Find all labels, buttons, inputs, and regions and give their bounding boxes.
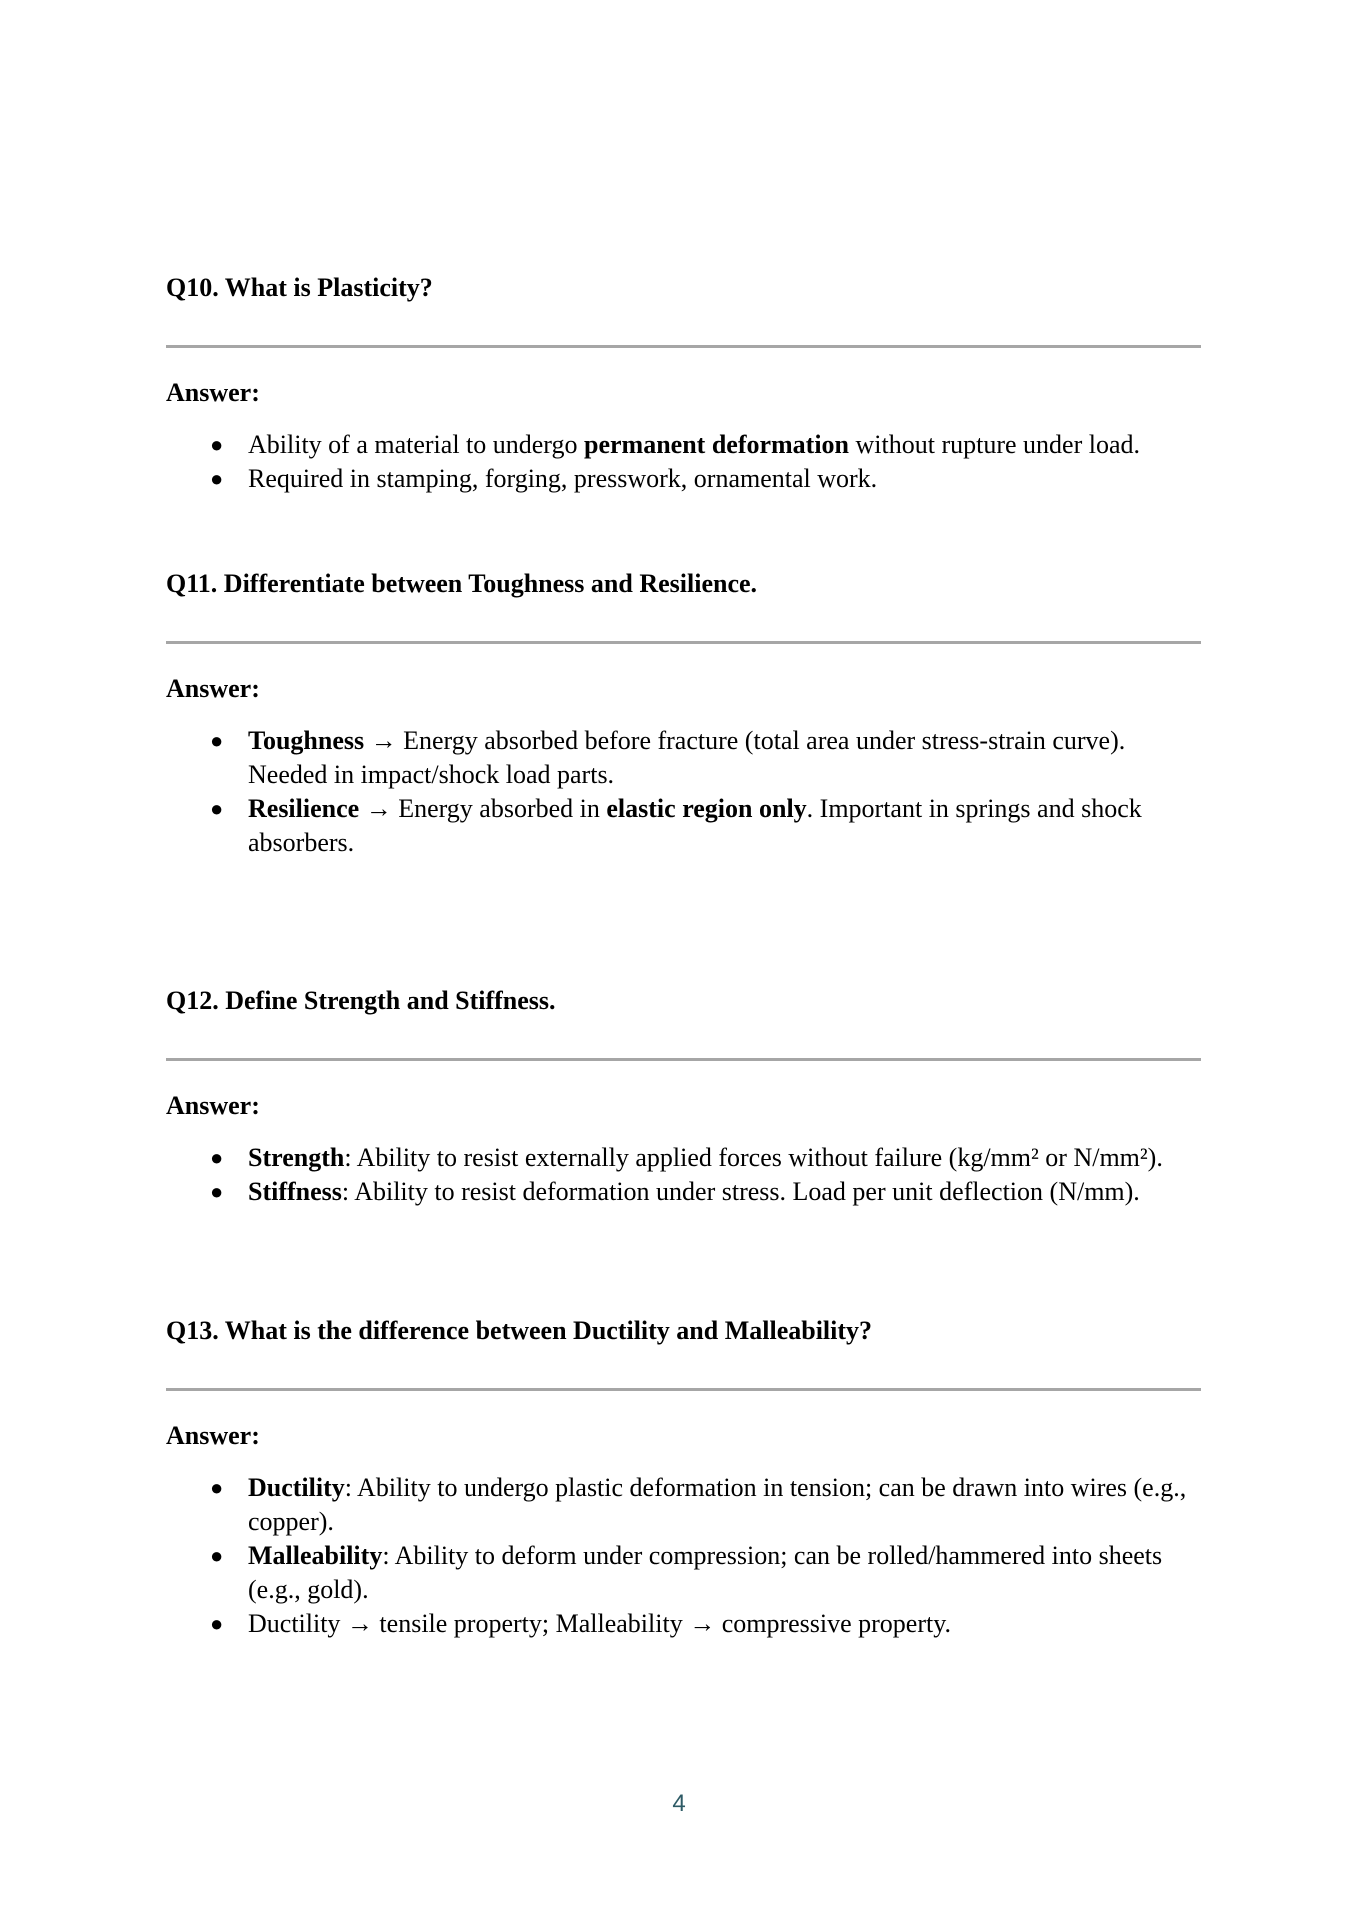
bullet-icon: ● (210, 728, 224, 753)
bullet-text: : Ability to deform under compression; can be rolled/hammered into sheets (e.g., gold). (248, 1541, 1163, 1604)
bullet-emphasis: Resilience (248, 794, 360, 823)
section-divider (166, 1388, 1201, 1391)
question-heading: Q12. Define Strength and Stiffness. (166, 986, 556, 1015)
bullet-emphasis: Stiffness (248, 1177, 342, 1206)
question-heading: Q11. Differentiate between Toughness and Resilience. (166, 569, 758, 598)
bullet-icon: ● (210, 1145, 224, 1170)
answer-list (166, 1141, 1206, 1209)
bullet-emphasis: Ductility (248, 1473, 345, 1502)
answer-label: Answer: (166, 674, 260, 703)
question-heading: Q10. What is Plasticity? (166, 273, 433, 302)
bullet-icon: ● (210, 1543, 224, 1568)
list-item (166, 792, 1206, 860)
bullet-text: . Important in springs and shock absorbers. (248, 794, 1142, 857)
bullet-text: → Energy absorbed before fracture (total area under stress-strain curve). Needed in impact/shock load parts. (248, 726, 1126, 789)
bullet-text: Ductility → tensile property; Malleability → compressive property. (248, 1609, 952, 1638)
list-item (166, 428, 1206, 462)
list-item (166, 1471, 1206, 1539)
bullet-text: Ability of a material to undergo (248, 430, 584, 459)
question-heading: Q13. What is the difference between Ductility and Malleability? (166, 1316, 873, 1345)
bullet-text: : Ability to undergo plastic deformation in tension; can be drawn into wires (e.g., copper). (248, 1473, 1187, 1536)
bullet-emphasis: Toughness (248, 726, 365, 755)
bullet-icon: ● (210, 796, 224, 821)
list-item (166, 1141, 1206, 1175)
answer-label: Answer: (166, 378, 260, 407)
bullet-text: → Energy absorbed in (359, 794, 607, 823)
bullet-icon: ● (210, 432, 224, 457)
bullet-text: : Ability to resist externally applied forces without failure (kg/mm² or N/mm²). (344, 1143, 1163, 1172)
bullet-icon: ● (210, 466, 224, 491)
section-divider (166, 345, 1201, 348)
answer-list (166, 1471, 1206, 1641)
bullet-emphasis: elastic region only (606, 794, 807, 823)
bullet-emphasis: Strength (248, 1143, 345, 1172)
answer-list (166, 724, 1206, 860)
list-item (166, 1175, 1206, 1209)
bullet-text: Required in stamping, forging, presswork, ornamental work. (248, 464, 878, 493)
answer-list (166, 428, 1206, 496)
page-number: 4 (672, 1790, 686, 1817)
bullet-icon: ● (210, 1475, 224, 1500)
answer-label: Answer: (166, 1091, 260, 1120)
list-item (166, 1607, 1206, 1641)
list-item (166, 462, 1206, 496)
list-item (166, 1539, 1206, 1607)
bullet-text: : Ability to resist deformation under stress. Load per unit deflection (N/mm). (341, 1177, 1140, 1206)
section-divider (166, 1058, 1201, 1061)
section-divider (166, 641, 1201, 644)
answer-label: Answer: (166, 1421, 260, 1450)
bullet-icon: ● (210, 1611, 224, 1636)
bullet-icon: ● (210, 1179, 224, 1204)
bullet-emphasis: permanent deformation (584, 430, 850, 459)
bullet-emphasis: Malleability (248, 1541, 383, 1570)
list-item (166, 724, 1206, 792)
bullet-text: without rupture under load. (849, 430, 1141, 459)
